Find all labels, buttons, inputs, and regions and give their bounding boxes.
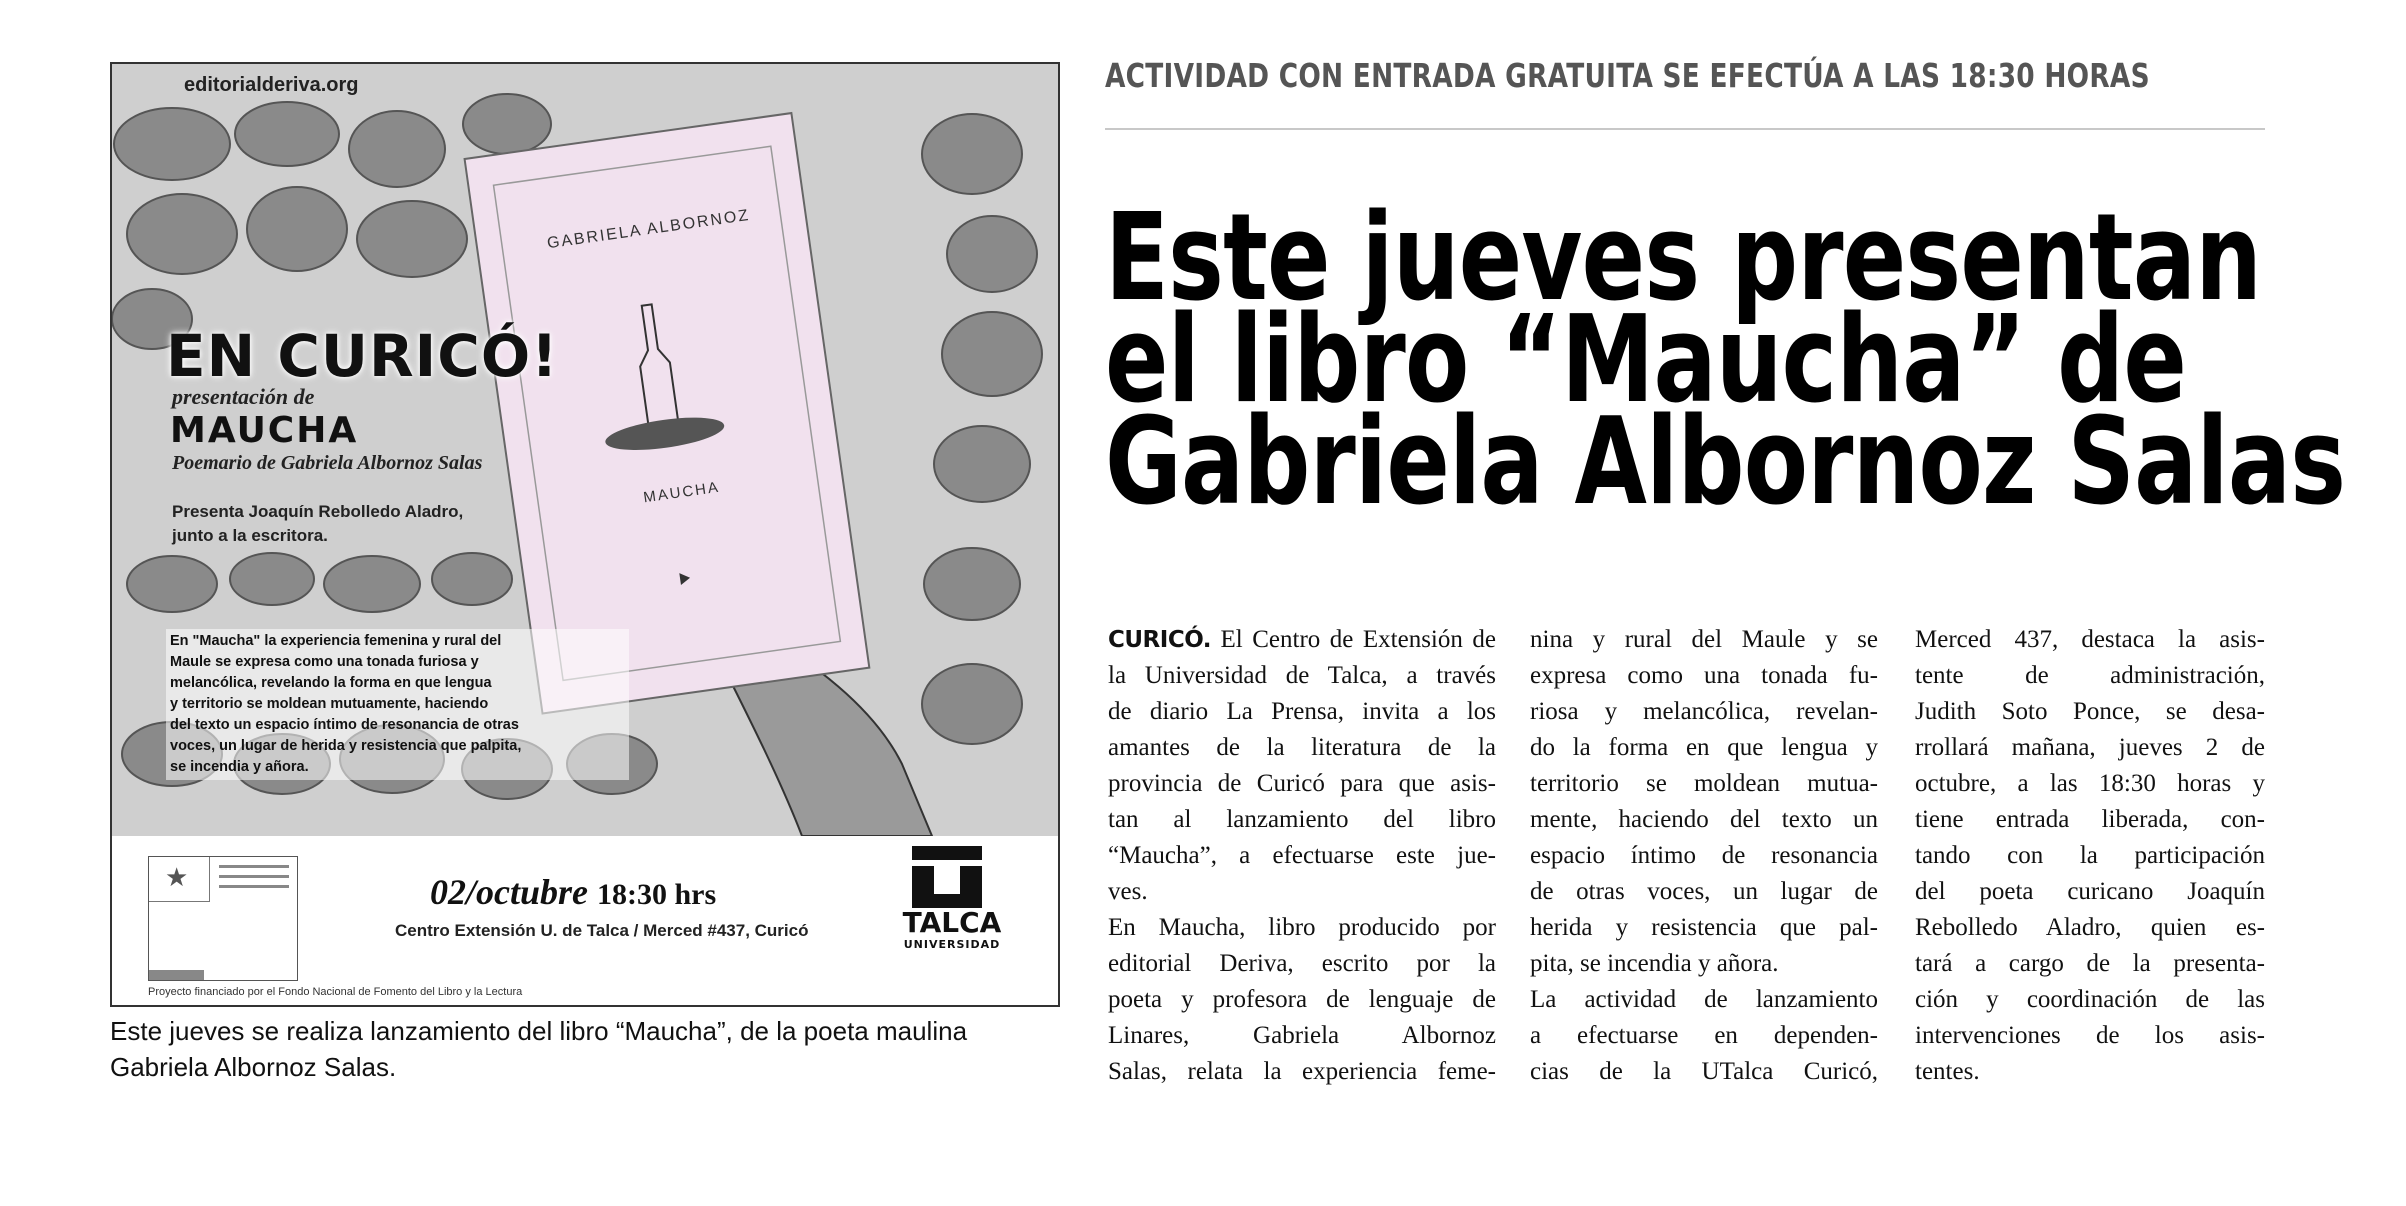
body-line: editorial Deriva, escrito por la bbox=[1108, 950, 1496, 977]
event-poster-image bbox=[110, 62, 1060, 1007]
poster-date-value: 02/octubre bbox=[430, 872, 588, 912]
body-line: do la forma en que lengua y bbox=[1530, 734, 1878, 761]
poster-presentation-label: presentación de bbox=[172, 384, 315, 409]
body-line: tente de administración, bbox=[1915, 662, 2265, 689]
university-name: TALCA bbox=[902, 906, 1002, 939]
body-line: Rebolledo Aladro, quien es- bbox=[1915, 914, 2265, 941]
poster-credit bbox=[172, 500, 492, 548]
body-line: del poeta curicano Joaquín bbox=[1915, 878, 2265, 905]
body-line: a efectuarse en dependen- bbox=[1530, 1022, 1878, 1049]
ministry-logo bbox=[148, 856, 298, 981]
caption-line: Este jueves se realiza lanzamiento del libro “Maucha”, de la poeta maulina bbox=[110, 1016, 968, 1046]
poster-blurb-line: Maule se expresa como una tonada furiosa y bbox=[170, 654, 479, 670]
photo-caption bbox=[110, 1013, 1070, 1085]
star-icon: ★ bbox=[165, 863, 189, 892]
poster-blurb-line: En "Maucha" la experiencia femenina y rural del bbox=[170, 633, 502, 649]
body-line: tentes. bbox=[1915, 1058, 1980, 1085]
poster-date bbox=[430, 871, 716, 913]
book-cover-title: MAUCHA bbox=[642, 478, 721, 507]
body-line: nina y rural del Maule y se bbox=[1530, 626, 1878, 653]
body-line: expresa como una tonada fu- bbox=[1530, 662, 1878, 689]
kicker-divider bbox=[1105, 128, 2265, 130]
body-line: de diario La Prensa, invita a los bbox=[1108, 698, 1496, 725]
poster-book-title: MAUCHA bbox=[170, 410, 359, 451]
body-line: poeta y profesora de lenguaje de bbox=[1108, 986, 1496, 1013]
body-line: Merced 437, destaca la asis- bbox=[1915, 626, 2265, 653]
caption-line: Gabriela Albornoz Salas. bbox=[110, 1052, 397, 1082]
poster-time: 18:30 hrs bbox=[597, 878, 717, 911]
dateline: CURICÓ. bbox=[1108, 627, 1211, 653]
headline-line: Gabriela Albornoz Salas bbox=[1105, 393, 2346, 532]
body-line: provincia de Curicó para que asis- bbox=[1108, 770, 1496, 797]
body-line: cias de la UTalca Curicó, bbox=[1530, 1058, 1878, 1085]
body-line: mente, haciendo del texto un bbox=[1530, 806, 1878, 833]
headline-line: el libro “Maucha” de bbox=[1105, 291, 2187, 430]
body-line: El Centro de Extensión de bbox=[1211, 626, 1496, 653]
poster-footer bbox=[112, 836, 1058, 1007]
body-line: Salas, relata la experiencia feme- bbox=[1108, 1058, 1496, 1085]
body-line: octubre, a las 18:30 horas y bbox=[1915, 770, 2265, 797]
article-headline bbox=[1105, 189, 2346, 532]
body-line: riosa y melancólica, revelan- bbox=[1530, 698, 1878, 725]
body-line: amantes de la literatura de la bbox=[1108, 734, 1496, 761]
body-line: de otras voces, un lugar de bbox=[1530, 878, 1878, 905]
poster-blurb-line: melancólica, revelando la forma en que lengua bbox=[170, 675, 492, 691]
poster-blurb-line: se incendia y añora. bbox=[170, 759, 309, 775]
article-kicker: ACTIVIDAD CON ENTRADA GRATUITA SE EFECTÚA A LAS 18:30 HORAS bbox=[1105, 56, 2150, 95]
body-line: Judith Soto Ponce, se desa- bbox=[1915, 698, 2265, 725]
poster-venue: Centro Extensión U. de Talca / Merced #437, Curicó bbox=[395, 921, 809, 940]
body-line: tando con la participación bbox=[1915, 842, 2265, 869]
poster-blurb-line: del texto un espacio íntimo de resonancia de otras bbox=[170, 717, 519, 733]
article-column-2 bbox=[1530, 622, 1878, 1090]
poster-credit-line: junto a la escritora. bbox=[172, 526, 328, 545]
university-logo-icon bbox=[912, 846, 982, 908]
poster-credit-line: Presenta Joaquín Rebolledo Aladro, bbox=[172, 502, 464, 521]
body-line: tará a cargo de la presenta- bbox=[1915, 950, 2265, 977]
body-line: ción y coordinación de las bbox=[1915, 986, 2265, 1013]
body-line: En Maucha, libro producido por bbox=[1108, 914, 1496, 941]
body-line: rrollará mañana, jueves 2 de bbox=[1915, 734, 2265, 761]
body-line: territorio se moldean mutua- bbox=[1530, 770, 1878, 797]
body-line: intervenciones de los asis- bbox=[1915, 1022, 2265, 1049]
poster-blurb bbox=[166, 629, 629, 780]
body-line: tan al lanzamiento del libro bbox=[1108, 806, 1496, 833]
body-line: espacio íntimo de resonancia bbox=[1530, 842, 1878, 869]
body-line: pita, se incendia y añora. bbox=[1530, 950, 1779, 977]
poster-blurb-line: voces, un lugar de herida y resistencia que palpita, bbox=[170, 738, 522, 754]
body-line: “Maucha”, a efectuarse este jue- bbox=[1108, 842, 1496, 869]
body-line: herida y resistencia que pal- bbox=[1530, 914, 1878, 941]
body-line: Linares, Gabriela Albornoz bbox=[1108, 1022, 1496, 1049]
body-line: la Universidad de Talca, a través bbox=[1108, 662, 1496, 689]
poster-headline: EN CURICÓ! bbox=[166, 322, 559, 390]
body-line: ves. bbox=[1108, 878, 1148, 905]
poster-website: editorialderiva.org bbox=[184, 74, 359, 96]
body-line: tiene entrada liberada, con- bbox=[1915, 806, 2265, 833]
headline-line: Este jueves presentan bbox=[1105, 189, 2262, 328]
poster-blurb-line: y territorio se moldean mutuamente, haciendo bbox=[170, 696, 489, 712]
poster-subtitle: Poemario de Gabriela Albornoz Salas bbox=[172, 452, 483, 474]
article-column-1 bbox=[1108, 622, 1496, 1090]
book-cover-author: GABRIELA ALBORNOZ bbox=[546, 206, 752, 253]
article-column-3 bbox=[1915, 622, 2265, 1090]
body-line: La actividad de lanzamiento bbox=[1530, 986, 1878, 1013]
poster-funding-note: Proyecto financiado por el Fondo Nacional de Fomento del Libro y la Lectura bbox=[148, 986, 523, 998]
university-label: UNIVERSIDAD bbox=[903, 938, 1001, 951]
